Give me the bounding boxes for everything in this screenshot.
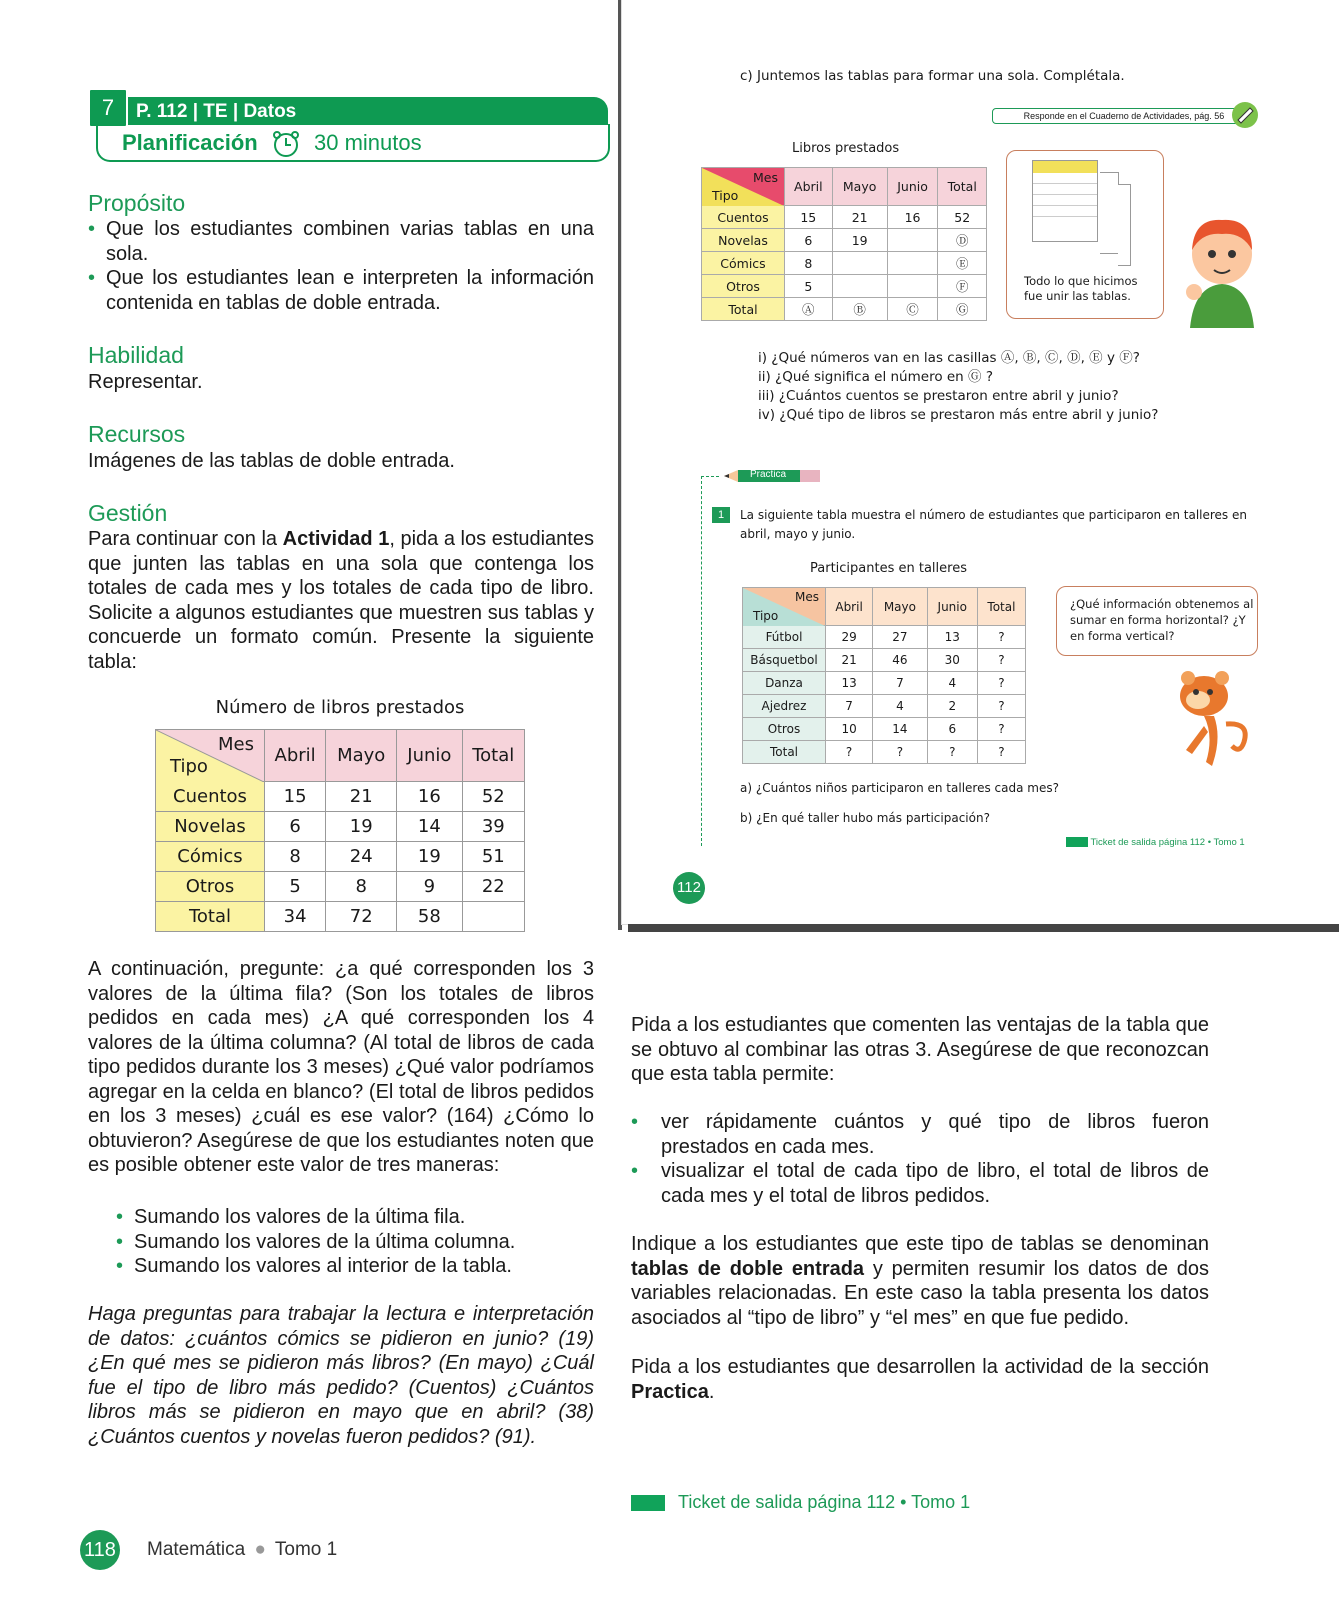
table-row: Otros 5 Ⓕ [702,275,987,298]
table-row: Novelas 6 19 14 39 [156,812,525,842]
table-row: Otros 5 8 9 22 [156,872,525,902]
main-table [155,729,525,932]
table2-title: Participantes en talleres [810,561,967,576]
right-paragraph-1: Pida a los estudiantes que comenten las ventajas de la tabla que se obtuvo al combinar las otras 3. Asegúrese de que reconozcan que esta tabla permite: [631,1014,1209,1085]
list-item: • Sumando los valores al interior de la tabla. [116,1254,586,1279]
header-cell: Abril [265,730,326,782]
list-item: • Que los estudiantes combinen varias tablas en una sola. [88,217,594,266]
ticket-line: Ticket de salida página 112 • Tomo 1 [631,1492,970,1513]
table-row: Otros 10 14 6 ? [743,718,1026,741]
practica-rule-top [701,476,719,477]
book-page-number: 112 [673,872,705,904]
breadcrumb: P. 112 | TE | Datos [136,101,297,122]
table-row: Cómics 8 24 19 51 [156,842,525,872]
ticket-icon [631,1495,665,1511]
table-row: Cuentos 15 21 16 52 [156,782,525,812]
participants-table: Mes Tipo Abril Mayo Junio Total Fútbol 29 27 13 ? Básquetbol 21 46 30 ? Danza 13 7 4 ? Ajedrez 7 4 2 ? Otros 10 14 6 ? Total ? ? ? ? [742,587,1026,764]
corner-cell: Mes Tipo [156,730,265,782]
lesson-number: 7 [88,88,128,128]
right-paragraph-2: Indique a los estudiantes que este tipo de tablas se denominan tablas de doble entrada y permiten resumir los datos de dos variables relacionadas. En este caso la tabla presenta los datos asociados al “tipo de libro” y “el mes” en que fue pedido. [631,1233,1209,1329]
mini-table-image [1118,184,1131,266]
book-table: Mes Tipo Abril Mayo Junio Total Cuentos 15 21 16 52 Novelas 6 19 Ⓓ Cómics 8 Ⓔ Otros 5 Ⓕ Total Ⓐ Ⓑ Ⓒ Ⓖ [701,167,987,321]
questions-paragraph: Haga preguntas para trabajar la lectura e interpretación de datos: ¿cuántos cómics se pidieron en junio? (19) ¿En qué mes se pidieron más libros? (En mayo) ¿Cuál fue el tipo de libro más pedido? (Cuentos) ¿Cuántos libros más se pidieron en mayo que en abril? (38) ¿Cuántos cuentos y novelas fueron pedidos? (91). [88,1303,594,1448]
list-item: • Sumando los valores de la última columna. [116,1230,586,1255]
practica-label: Practica [750,469,787,480]
list-item: • ver rápidamente cuántos y qué tipo de libros fueron prestados en cada mes. [631,1110,1209,1159]
list-item: • Que los estudiantes lean e interpreten la información contenida en tablas de doble entrada. [88,266,594,315]
table-row: Fútbol 29 27 13 ? [743,626,1026,649]
monkey-character [1174,666,1260,776]
header-cell: Total [462,730,524,782]
continuation-paragraph: A continuación, pregunte: ¿a qué corresponden los 3 valores de la última fila? (Son los totales de libros pedidos en cada mes) ¿A qué corresponden los 4 valores de la última columna? (Al total de libros de cada tipo pedidos durante los 3 meses) ¿Qué valor podríamos agregar en la celda en blanco? (El total de libros pedidos en los 3 meses) ¿cuál es ese valor? (164) ¿Cómo lo obtuvieron? Asegúrese de que los estudiantes noten que es posible obtener este valor de tres maneras: [88,958,594,1176]
right-paragraph-3: Pida a los estudiantes que desarrollen la actividad de la sección Practica. [631,1356,1209,1403]
table-row: Total ? ? ? ? [743,741,1026,764]
table-row: Básquetbol 21 46 30 ? [743,649,1026,672]
exercise-number: 1 [712,507,730,523]
question-a: a) ¿Cuántos niños participaron en talleres cada mes? [740,781,1059,795]
panel-shadow-bottom [628,924,1339,932]
book-ticket: Ticket de salida página 112 • Tomo 1 [1066,837,1245,848]
header-cell: Mayo [326,730,397,782]
clock-icon [272,130,300,158]
footer-text: Matemática ● Tomo 1 [147,1539,338,1560]
list-item: iii) ¿Cuántos cuentos se prestaron entre abril y junio? [758,388,1119,404]
ticket-icon [1066,837,1088,847]
page-number: 118 [80,1530,120,1570]
table-row: Total Ⓐ Ⓑ Ⓒ Ⓖ [702,298,987,321]
responde-label: Responde en el Cuaderno de Actividades, pág. 56 [992,108,1256,124]
recursos-title: Recursos [88,421,186,447]
gestion-paragraph: Para continuar con la Actividad 1, pida a los estudiantes que junten las tablas en una sola que contenga los totales de cada mes y los totales de cada tipo de libro. Solicite a algunos estudiantes que muestren sus tablas y concuerde un formato común. Presente la siguiente tabla: [88,528,594,673]
habilidad-title: Habilidad [88,342,184,368]
list-item: i) ¿Qué números van en las casillas Ⓐ, Ⓑ, Ⓒ, Ⓓ, Ⓔ y Ⓕ? [758,350,1140,366]
table-row: Cómics 8 Ⓔ [702,252,987,275]
proposito-list [88,217,594,315]
list-item: ii) ¿Qué significa el número en Ⓖ ? [758,369,993,385]
exercise-text: La siguiente tabla muestra el número de estudiantes que participaron en talleres en abril, mayo y junio. [740,508,1247,541]
table-row: Total 34 72 58 [156,902,525,932]
instruction-c: c) Juntemos las tablas para formar una sola. Complétala. [740,68,1125,84]
table-row: Danza 13 7 4 ? [743,672,1026,695]
advantages-list [631,1110,1209,1208]
question-b: b) ¿En qué taller hubo más participación? [740,811,990,825]
habilidad-text: Representar. [88,371,203,393]
list-item: iv) ¿Qué tipo de libros se prestaron más entre abril y junio? [758,407,1159,423]
table-title: Número de libros prestados [215,697,465,718]
corner-cell: Mes Tipo [743,588,826,626]
table-row: Cuentos 15 21 16 52 [702,206,987,229]
proposito-title: Propósito [88,190,186,216]
book-table-title: Libros prestados [792,141,900,156]
mini-table-image [1032,160,1098,242]
list-item: • visualizar el total de cada tipo de libro, el total de libros de cada mes y el total de libros pedidos. [631,1159,1209,1208]
recursos-text: Imágenes de las tablas de doble entrada. [88,450,455,472]
header-cell: Junio [397,730,462,782]
mini-table-image [1100,172,1119,254]
list-item: • Sumando los valores de la última fila. [116,1205,586,1230]
planning-label: Planificación [122,130,258,155]
boy-character [1182,210,1262,328]
table-row: Novelas 6 19 Ⓓ [702,229,987,252]
questions-list [758,349,1158,425]
corner-cell: Mes Tipo [702,168,785,206]
duration: 30 minutos [314,130,422,155]
bubble2-text: ¿Qué información obtenemos al sumar en forma horizontal? ¿Y en forma vertical? [1070,597,1254,643]
pencil-circle-icon [1230,100,1260,130]
bubble-text: Todo lo que hicimos fue unir las tablas. [1024,274,1138,303]
ways-list [116,1205,586,1279]
table-row: Ajedrez 7 4 2 ? [743,695,1026,718]
practica-rule [701,476,702,846]
gestion-title: Gestión [88,500,168,526]
